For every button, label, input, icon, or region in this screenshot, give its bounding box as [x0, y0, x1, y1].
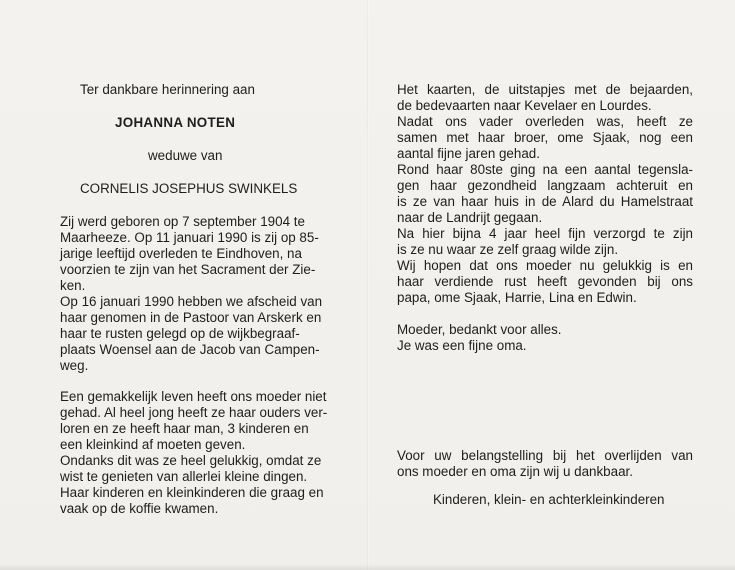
text-line: haar verdiende rust heeft gevonden bij ons: [397, 274, 693, 289]
text-line: Op 16 januari 1990 hebben we afscheid van: [60, 294, 323, 309]
text-line: Haar kinderen en kleinkinderen die graag en: [60, 485, 324, 500]
text-line: samen met haar broer, ome Sjaak, nog een: [397, 130, 693, 145]
text-line: ken.: [60, 278, 86, 293]
text-line: een kleinkind af moeten geven.: [60, 437, 246, 452]
card-bottom-edge: [0, 564, 735, 570]
relation-line: weduwe van: [148, 148, 223, 163]
text-line: is ze nu waar ze zelf graag wilde zijn.: [397, 242, 619, 257]
text-line: haar genomen in de Pastoor van Arskerk en: [60, 310, 322, 325]
text-line: Na hier bijna 4 jaar heel fijn verzorgd te zijn: [397, 226, 693, 241]
text-line: Zij werd geboren op 7 september 1904 te: [60, 214, 305, 229]
happiness-paragraph: [60, 453, 324, 517]
text-line: Je was een fijne oma.: [397, 338, 527, 353]
text-line: Nadat ons vader overleden was, heeft ze: [397, 114, 693, 129]
text-line: aantal fijne jaren gehad.: [397, 146, 540, 161]
intro-line: Ter dankbare herinnering aan: [80, 82, 255, 97]
text-line: papa, ome Sjaak, Harrie, Lina en Edwin.: [397, 290, 637, 305]
text-line: plaats Woensel aan de Jacob van Campen-: [60, 342, 320, 357]
thanks-paragraph: [397, 448, 693, 480]
text-line: Rond haar 80ste ging na een aantal tegensla-: [397, 162, 693, 177]
spouse-name: CORNELIS JOSEPHUS SWINKELS: [80, 181, 298, 196]
text-line: Voor uw belangstelling bij het overlijden van: [397, 448, 693, 463]
funeral-paragraph: [60, 294, 323, 374]
hope-paragraph: [397, 258, 693, 306]
care-paragraph: [397, 226, 693, 258]
activities-paragraph: [397, 82, 693, 162]
life-paragraph: [60, 389, 328, 453]
farewell-paragraph: [397, 322, 693, 354]
text-line: weg.: [60, 358, 89, 373]
card-fold-line: [367, 0, 369, 570]
text-line: haar te rusten gelegd op de wijkbegraaf-: [60, 326, 300, 341]
text-line: naar de Landrijt gegaan.: [397, 210, 543, 225]
text-line: gen haar gezondheid langzaam achteruit en: [397, 178, 693, 193]
health-paragraph: [397, 162, 693, 226]
text-line: Maarheeze. Op 11 januari 1990 is zij op 85-: [60, 230, 319, 245]
text-line: de bedevaarten naar Kevelaer en Lourdes.: [397, 98, 652, 113]
text-line: Ondanks dit was ze heel gelukkig, omdat ze: [60, 453, 322, 468]
signature-line: Kinderen, klein- en achterkleinkinderen: [433, 492, 665, 507]
text-line: wist te genieten van allerlei kleine dingen.: [60, 469, 308, 484]
text-line: Een gemakkelijk leven heeft ons moeder niet: [60, 389, 327, 404]
text-line: Wij hopen dat ons moeder nu gelukkig is en: [397, 258, 693, 273]
text-line: voorzien te zijn van het Sacrament der Zie-: [60, 262, 316, 277]
text-line: Moeder, bedankt voor alles.: [397, 322, 562, 337]
deceased-name: JOHANNA NOTEN: [115, 115, 236, 130]
text-line: gehad. Al heel jong heeft ze haar ouders ver-: [60, 405, 328, 420]
text-line: Het kaarten, de uitstapjes met de bejaarden,: [397, 82, 693, 97]
text-line: ons moeder en oma zijn wij u dankbaar.: [397, 464, 633, 479]
text-line: vaak op de koffie kwamen.: [60, 501, 219, 516]
text-line: loren en ze heeft haar man, 3 kinderen en: [60, 421, 309, 436]
birth-death-paragraph: [60, 214, 319, 294]
text-line: jarige leeftijd overleden te Eindhoven, na: [60, 246, 302, 261]
text-line: is ze van haar huis in de Alard du Hamelstraat: [397, 194, 693, 209]
